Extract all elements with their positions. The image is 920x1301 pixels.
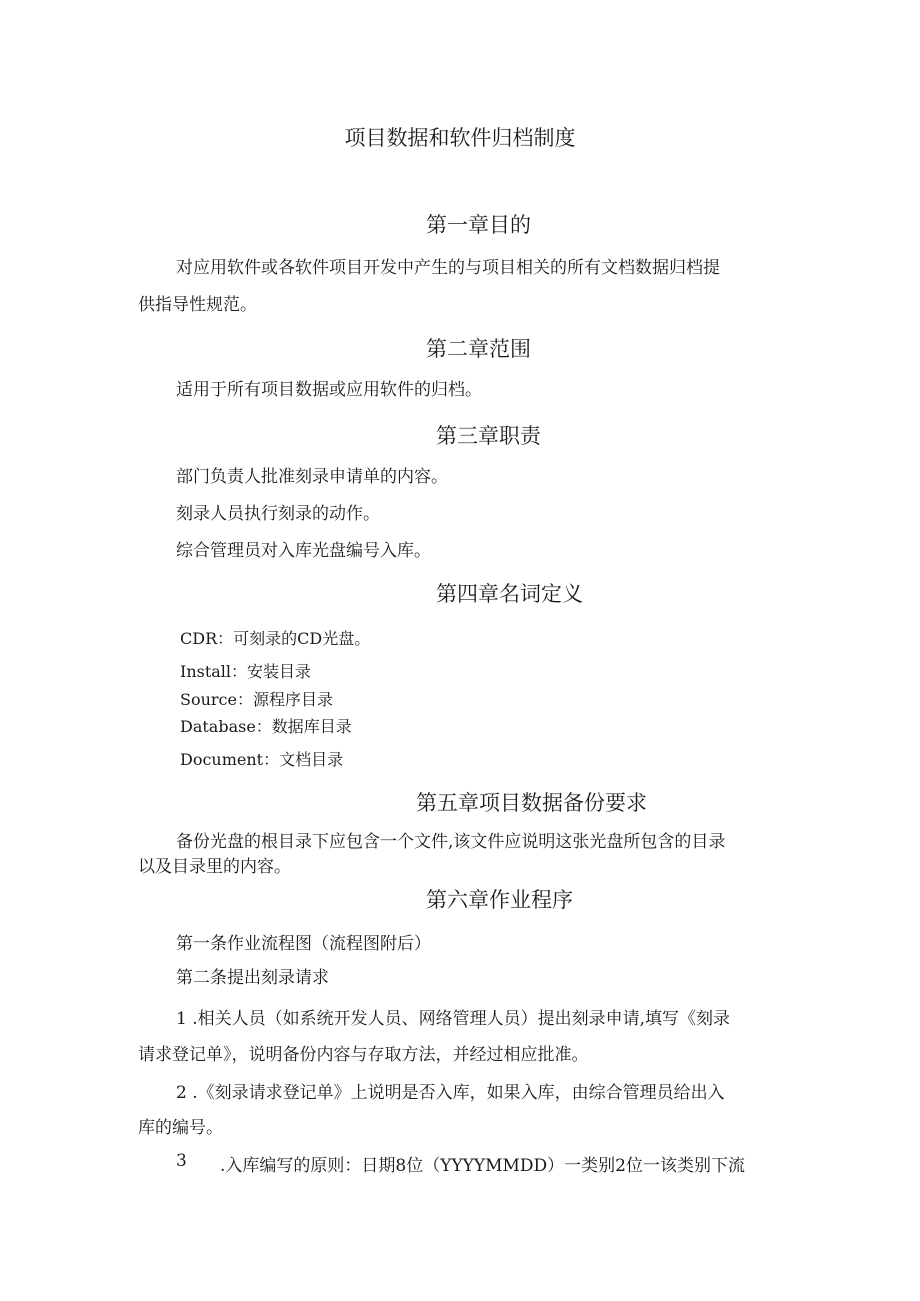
procedure-item-3-number: 3	[176, 1151, 187, 1171]
chapter-1-heading: 第一章目的	[426, 213, 531, 237]
chapter-6-heading: 第六章作业程序	[426, 888, 573, 912]
chapter-1-paragraph-line-2: 供指导性规范。	[138, 295, 257, 315]
chapter-5-paragraph-line-2: 以及目录里的内容。	[138, 857, 291, 877]
definition-item: Install：安装目录	[180, 662, 312, 681]
definition-item: Database：数据库目录	[180, 717, 352, 736]
chapter-4-heading: 第四章名词定义	[436, 582, 583, 606]
chapter-3-item: 刻录人员执行刻录的动作。	[176, 504, 380, 524]
chapter-3-item: 部门负责人批准刻录申请单的内容。	[176, 467, 448, 487]
chapter-2-heading: 第二章范围	[426, 337, 531, 361]
procedure-item-3-text: .入库编写的原则：日期8位（YYYYMMDD）一类别2位一该类别下流	[220, 1156, 745, 1176]
article-1: 第一条作业流程图（流程图附后）	[176, 934, 431, 954]
page-title: 项目数据和软件归档制度	[344, 126, 576, 150]
chapter-5-heading: 第五章项目数据备份要求	[416, 791, 647, 815]
chapter-5-paragraph-line-1: 备份光盘的根目录下应包含一个文件,该文件应说明这张光盘所包含的目录	[176, 832, 726, 852]
article-2: 第二条提出刻录请求	[176, 968, 329, 988]
chapter-1-paragraph-line-1: 对应用软件或各软件项目开发中产生的与项目相关的所有文档数据归档提	[176, 258, 720, 278]
procedure-item-1-line-1: 1 .相关人员（如系统开发人员、网络管理人员）提出刻录申请,填写《刻录	[176, 1009, 731, 1029]
definition-item: CDR：可刻录的CD光盘。	[180, 629, 371, 648]
procedure-item-1-line-2: 请求登记单》，说明备份内容与存取方法，并经过相应批准。	[138, 1045, 589, 1065]
procedure-item-2-line-1: 2 .《刻录请求登记单》上说明是否入库，如果入库，由综合管理员给出入	[176, 1083, 725, 1103]
procedure-item-2-line-2: 库的编号。	[138, 1118, 223, 1138]
chapter-3-item: 综合管理员对入库光盘编号入库。	[176, 541, 431, 561]
definition-item: Source：源程序目录	[180, 690, 333, 709]
definition-item: Document：文档目录	[180, 750, 344, 769]
chapter-2-paragraph: 适用于所有项目数据或应用软件的归档。	[176, 380, 482, 400]
chapter-3-heading: 第三章职责	[436, 424, 541, 448]
